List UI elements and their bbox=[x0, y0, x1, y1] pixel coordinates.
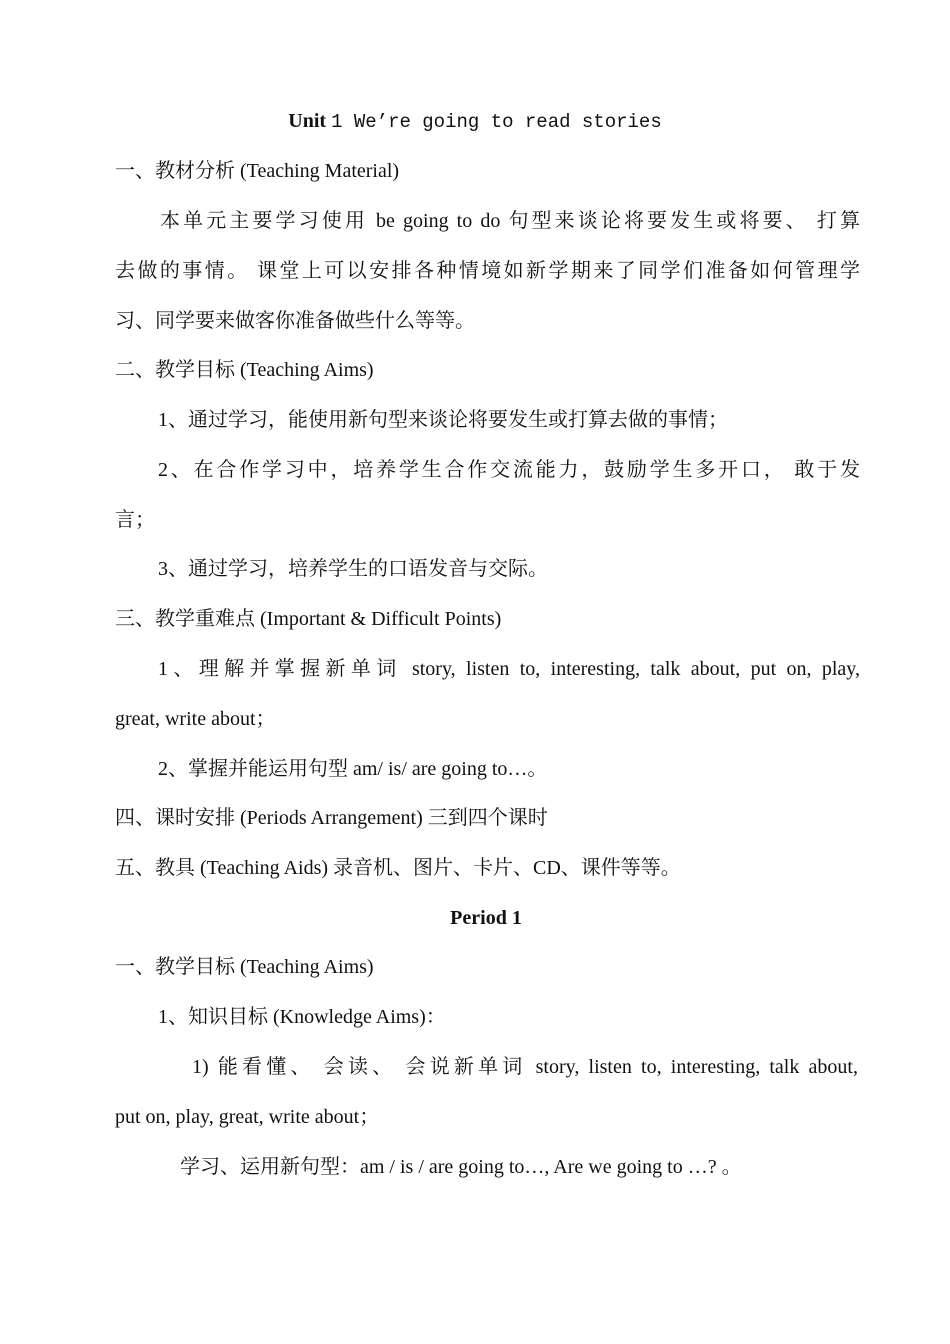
list-item: 1、通过学习，能使用新句型来谈论将要发生或打算去做的事情； bbox=[158, 409, 728, 431]
section-heading-teaching-aids: 五、教具 (Teaching Aids) 录音机、图片、卡片、CD、课件等等。 bbox=[115, 857, 681, 879]
list-item: 2、在合作学习中，培养学生合作交流能力，鼓励学生多开口， 敢于发 bbox=[158, 459, 860, 481]
list-item: 3、通过学习，培养学生的口语发音与交际。 bbox=[158, 558, 548, 580]
sub-list-item: 学习、运用新句型：am / is / are going to…, Are we going to …? 。 bbox=[180, 1156, 742, 1178]
list-item-continuation: great, write about； bbox=[115, 708, 276, 730]
sub-list-item: 1) 能看懂、 会读、 会说新单词 story, listen to, interesting, talk about, bbox=[192, 1056, 858, 1078]
list-item: 1、理解并掌握新单词 story, listen to, interesting, talk about, put on, play, bbox=[158, 658, 860, 680]
document-title bbox=[0, 109, 950, 134]
list-item-continuation: 言； bbox=[115, 509, 155, 531]
period-heading: Period 1 bbox=[450, 907, 522, 929]
section-heading-material: 一、教材分析 (Teaching Material) bbox=[115, 160, 400, 182]
sub-list-item-continuation: put on, play, great, write about； bbox=[115, 1106, 380, 1128]
paragraph-line: 去做的事情。 课堂上可以安排各种情境如新学期来了同学们准备如何管理学 bbox=[115, 260, 860, 282]
section-heading-difficult-points: 三、教学重难点 (Important & Difficult Points) bbox=[115, 608, 502, 630]
paragraph-line: 习、同学要来做客你准备做些什么等等。 bbox=[115, 310, 475, 332]
section-heading-aims: 二、教学目标 (Teaching Aims) bbox=[115, 359, 374, 381]
title-unit-word: Unit bbox=[288, 110, 327, 132]
list-item: 1、知识目标 (Knowledge Aims)： bbox=[158, 1006, 446, 1028]
title-text: 1 We’re going to read stories bbox=[331, 111, 662, 133]
section-heading-periods: 四、课时安排 (Periods Arrangement) 三到四个课时 bbox=[115, 807, 548, 829]
paragraph-line: 本单元主要学习使用 be going to do 句型来谈论将要发生或将要、 打算 bbox=[160, 210, 860, 232]
section-heading-aims: 一、教学目标 (Teaching Aims) bbox=[115, 956, 374, 978]
list-item: 2、掌握并能运用句型 am/ is/ are going to…。 bbox=[158, 758, 548, 780]
